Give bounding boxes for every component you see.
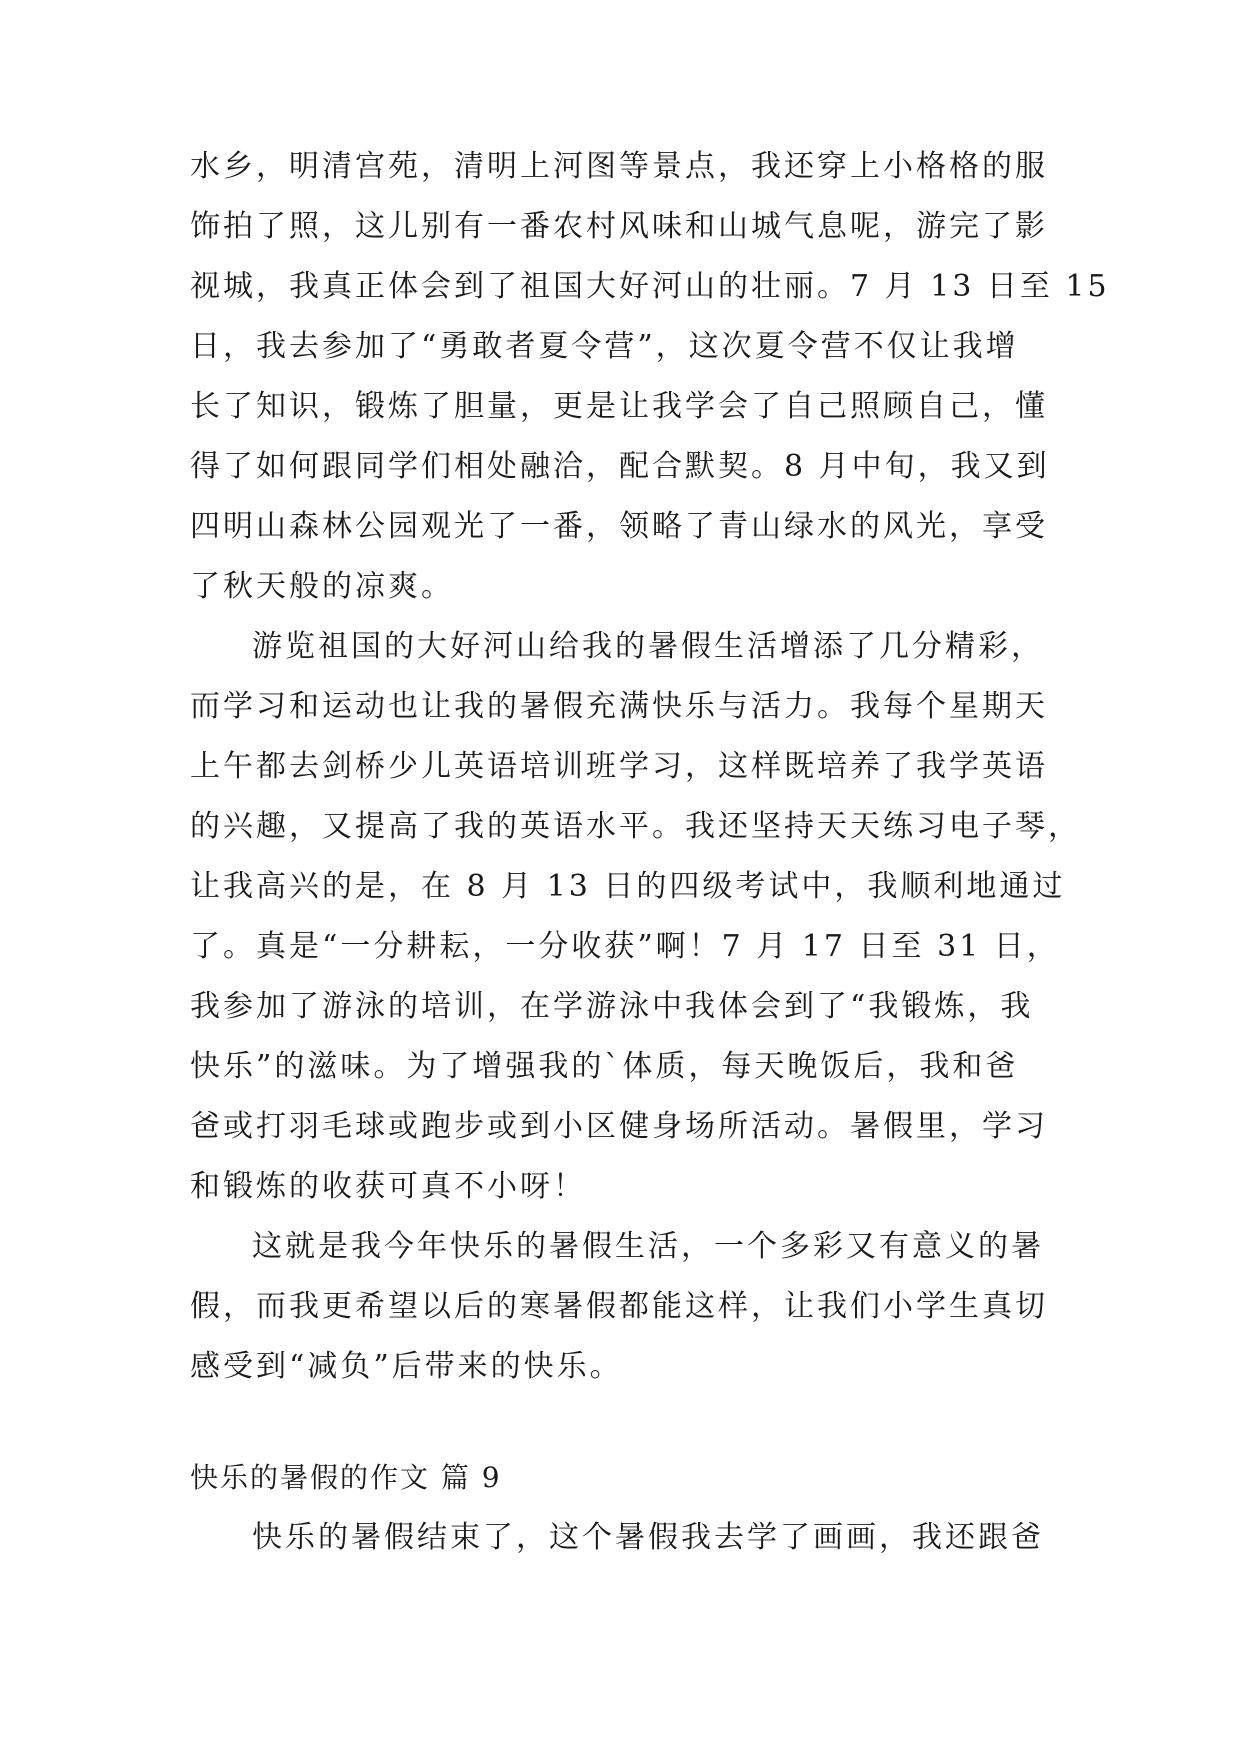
text-line: 爸或打羽毛球或跑步或到小区健身场所活动。暑假里，学习 xyxy=(190,1109,1048,1144)
text-line: 的兴趣，又提高了我的英语水平。我还坚持天天练习电子琴， xyxy=(190,809,1081,844)
text-line: 水乡，明清宫苑，清明上河图等景点，我还穿上小格格的服 xyxy=(190,149,1048,184)
text-line: 了秋天般的凉爽。 xyxy=(190,569,454,604)
text-line: 上午都去剑桥少儿英语培训班学习，这样既培养了我学英语 xyxy=(190,749,1048,784)
text-line: 我参加了游泳的培训，在学游泳中我体会到了“我锻炼，我 xyxy=(190,989,1034,1024)
text-line: 得了如何跟同学们相处融洽，配合默契。8 月中旬，我又到 xyxy=(190,449,1050,484)
text-line: 饰拍了照，这儿别有一番农村风味和山城气息呢，游完了影 xyxy=(190,209,1048,244)
text-line: 快乐”的滋味。为了增强我的`体质，每天晚饭后，我和爸 xyxy=(190,1049,1019,1084)
paragraph-first-line: 游览祖国的大好河山给我的暑假生活增添了几分精彩， xyxy=(252,629,1044,664)
text-line: 长了知识，锻炼了胆量，更是让我学会了自己照顾自己，懂 xyxy=(190,389,1048,424)
text-line: 和锻炼的收获可真不小呀！ xyxy=(190,1169,586,1204)
text-line: 让我高兴的是，在 8 月 13 日的四级考试中，我顺利地通过 xyxy=(190,869,1066,904)
text-line: 四明山森林公园观光了一番，领略了青山绿水的风光，享受 xyxy=(190,509,1048,544)
paragraph-first-line: 快乐的暑假结束了，这个暑假我去学了画画，我还跟爸 xyxy=(252,1520,1044,1555)
text-line: 了。真是“一分耕耘，一分收获”啊！7 月 17 日至 31 日， xyxy=(190,929,1060,964)
paragraph-first-line: 这就是我今年快乐的暑假生活，一个多彩又有意义的暑 xyxy=(252,1229,1044,1264)
section-heading: 快乐的暑假的作文 篇 9 xyxy=(190,1461,502,1494)
text-line: 日，我去参加了“勇敢者夏令营”，这次夏令营不仅让我增 xyxy=(190,329,1019,364)
text-line: 感受到“减负”后带来的快乐。 xyxy=(190,1349,623,1384)
text-line: 视城，我真正体会到了祖国大好河山的壮丽。7 月 13 日至 15 xyxy=(190,269,1110,304)
text-line: 假，而我更希望以后的寒暑假都能这样，让我们小学生真切 xyxy=(190,1289,1048,1324)
text-line: 而学习和运动也让我的暑假充满快乐与活力。我每个星期天 xyxy=(190,689,1048,724)
